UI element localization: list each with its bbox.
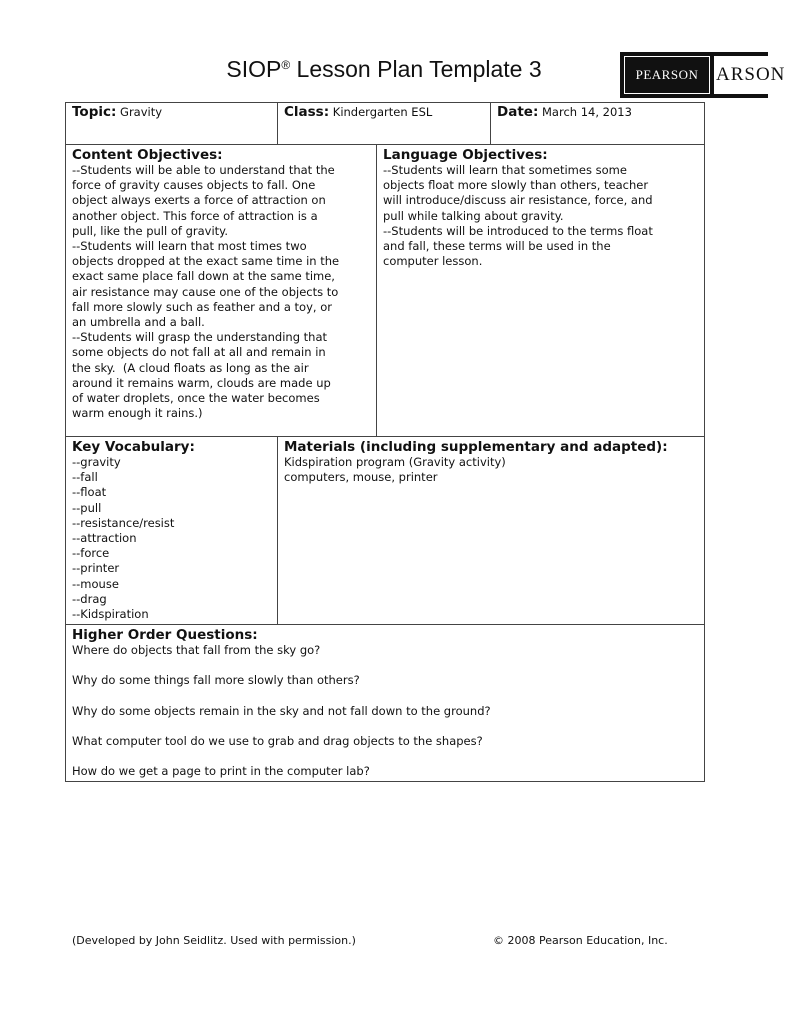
language-line: --Students will learn that sometimes some <box>383 163 627 177</box>
vocabulary-cell <box>66 437 278 625</box>
language-line: will introduce/discuss air resistance, force, and <box>383 193 653 208</box>
lesson-plan-table <box>65 102 705 782</box>
date-label: Date: <box>497 104 539 120</box>
content-line: object always exerts a force of attraction on <box>72 193 326 208</box>
language-objectives-heading: Language Objectives: <box>383 147 548 163</box>
title-suffix: Lesson Plan Template 3 <box>290 56 542 82</box>
info-row <box>66 103 705 145</box>
logo-bar-bottom <box>714 94 768 98</box>
logo-tail: ARSON <box>716 64 785 85</box>
content-line: of water droplets, once the water becomes <box>72 391 320 406</box>
content-line: around it remains warm, clouds are made up <box>72 375 331 390</box>
content-line: fall more slowly such as feather and a toy, or <box>72 299 332 314</box>
title-prefix: SIOP <box>226 56 282 82</box>
content-line: exact same place fall down at the same time, <box>72 269 335 284</box>
footer-copyright: © 2008 Pearson Education, Inc. <box>493 934 668 947</box>
class-label: Class: <box>284 104 330 120</box>
materials-cell <box>278 437 705 625</box>
materials-heading: Materials (including supplementary and adapted): <box>284 439 668 455</box>
pearson-logo <box>620 52 785 98</box>
content-line: an umbrella and a ball. <box>72 315 205 330</box>
content-line: force of gravity causes objects to fall. One <box>72 178 316 193</box>
topic-value: Gravity <box>120 105 163 119</box>
questions-row <box>66 625 705 782</box>
content-line: pull, like the pull of gravity. <box>72 223 228 238</box>
content-line: --Students will grasp the understanding that <box>72 330 328 345</box>
question-item: Why do some objects remain in the sky and not fall down to the ground? <box>72 703 491 718</box>
vocab-item: --Kidspiration <box>72 607 149 622</box>
vocab-item: --resistance/resist <box>72 515 175 530</box>
questions-heading: Higher Order Questions: <box>72 627 258 644</box>
question-item: What computer tool do we use to grab and drag objects to the shapes? <box>72 733 483 748</box>
vocab-item: --drag <box>72 591 107 606</box>
content-line: objects dropped at the exact same time in the <box>72 254 340 269</box>
content-objectives-heading: Content Objectives: <box>72 147 223 163</box>
footer-credit: (Developed by John Seidlitz. Used with permission.) <box>72 934 356 947</box>
vocab-item: --float <box>72 485 107 500</box>
vocab-item: --force <box>72 546 110 561</box>
content-line: another object. This force of attraction is a <box>72 208 318 223</box>
language-line: and fall, these terms will be used in the <box>383 239 611 254</box>
vocab-item: --pull <box>72 500 102 515</box>
topic-label: Topic: <box>72 104 117 120</box>
question-item: Why do some things fall more slowly than others? <box>72 673 360 688</box>
language-line: computer lesson. <box>383 254 483 269</box>
materials-line: Kidspiration program (Gravity activity) <box>284 455 506 469</box>
topic-cell <box>66 103 278 145</box>
content-line: air resistance may cause one of the objects to <box>72 284 339 299</box>
vocab-item: --gravity <box>72 455 121 469</box>
vocab-item: --printer <box>72 561 120 576</box>
date-cell <box>491 103 705 145</box>
class-cell <box>278 103 491 145</box>
vocab-item: --mouse <box>72 576 119 591</box>
language-objectives-cell <box>377 145 705 437</box>
content-line: some objects do not fall at all and remain in <box>72 345 326 360</box>
class-value: Kindergarten ESL <box>332 105 433 119</box>
logo-text: PEARSON <box>624 56 710 94</box>
materials-line: computers, mouse, printer <box>284 470 438 485</box>
date-value: March 14, 2013 <box>542 105 632 119</box>
content-line: --Students will learn that most times two <box>72 239 307 254</box>
question-item: Where do objects that fall from the sky go? <box>72 643 321 658</box>
language-line: --Students will be introduced to the terms float <box>383 223 653 238</box>
logo-box <box>620 52 714 98</box>
vocab-item: --attraction <box>72 531 137 546</box>
registered-mark: ® <box>281 58 291 72</box>
content-line: --Students will be able to understand that the <box>72 163 335 177</box>
question-item: How do we get a page to print in the computer lab? <box>72 764 370 779</box>
vocabulary-heading: Key Vocabulary: <box>72 439 195 455</box>
questions-cell <box>66 625 705 782</box>
content-line: the sky. (A cloud floats as long as the air <box>72 360 309 375</box>
content-line: warm enough it rains.) <box>72 406 203 421</box>
objectives-row <box>66 145 705 437</box>
language-line: pull while talking about gravity. <box>383 208 564 223</box>
content-objectives-cell <box>66 145 377 437</box>
vocab-item: --fall <box>72 470 98 485</box>
language-line: objects float more slowly than others, teacher <box>383 178 649 193</box>
vocab-materials-row <box>66 437 705 625</box>
